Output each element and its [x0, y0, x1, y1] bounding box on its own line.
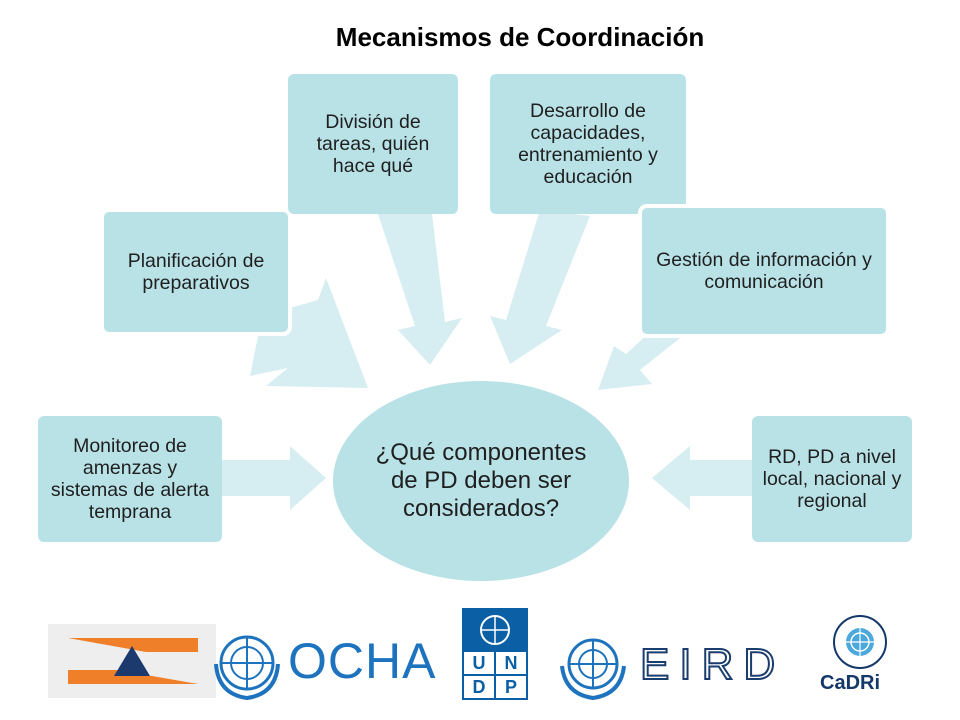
arrow-right: [652, 446, 754, 510]
center-question: [330, 378, 632, 584]
logo-defensa-civil: [48, 624, 216, 698]
center-question-label: ¿Qué componentes de PD deben ser considerados?: [375, 439, 587, 522]
box-gestion: [638, 204, 890, 338]
arrow-top-left: [378, 214, 462, 365]
box-division-label: División de tareas, quién hace qué: [316, 110, 430, 178]
ocha-wordmark: OCHA: [288, 633, 437, 689]
arrow-top-right: [490, 210, 590, 364]
undp-letter: D: [464, 676, 494, 698]
undp-letter: N: [496, 652, 526, 674]
box-division: [288, 74, 458, 214]
logo-undp: [462, 608, 528, 700]
box-monitoreo-label: Monitoreo de amenzas y sistemas de alerta temprana: [50, 434, 210, 524]
diagram-title: Mecanismos de Coordinación: [335, 22, 705, 52]
un-emblem-icon: [462, 608, 528, 652]
un-emblem-icon: [208, 624, 286, 702]
box-desarrollo: [490, 74, 686, 214]
eird-wordmark: EIRD: [640, 640, 786, 689]
undp-letter: U: [464, 652, 494, 674]
arrow-left: [222, 446, 326, 510]
box-planificacion: [100, 208, 292, 336]
defensa-civil-icon: [48, 624, 216, 698]
logo-eird: [556, 628, 636, 708]
box-rd-pd: [752, 416, 912, 542]
box-planificacion-label: Planificación de preparativos: [127, 249, 265, 294]
cadri-emblem-icon: [820, 610, 904, 672]
cadri-wordmark: CaDRi: [820, 672, 881, 694]
box-rd-pd-label: RD, PD a nivel local, nacional y regional: [762, 445, 902, 513]
un-emblem-icon: [556, 628, 630, 702]
box-monitoreo: [38, 416, 222, 542]
arrow-upper-right: [598, 330, 690, 390]
box-desarrollo-label: Desarrollo de capacidades, entrenamiento y educación: [518, 99, 658, 189]
undp-letter: P: [496, 676, 526, 698]
box-gestion-label: Gestión de información y comunicación: [656, 248, 872, 293]
